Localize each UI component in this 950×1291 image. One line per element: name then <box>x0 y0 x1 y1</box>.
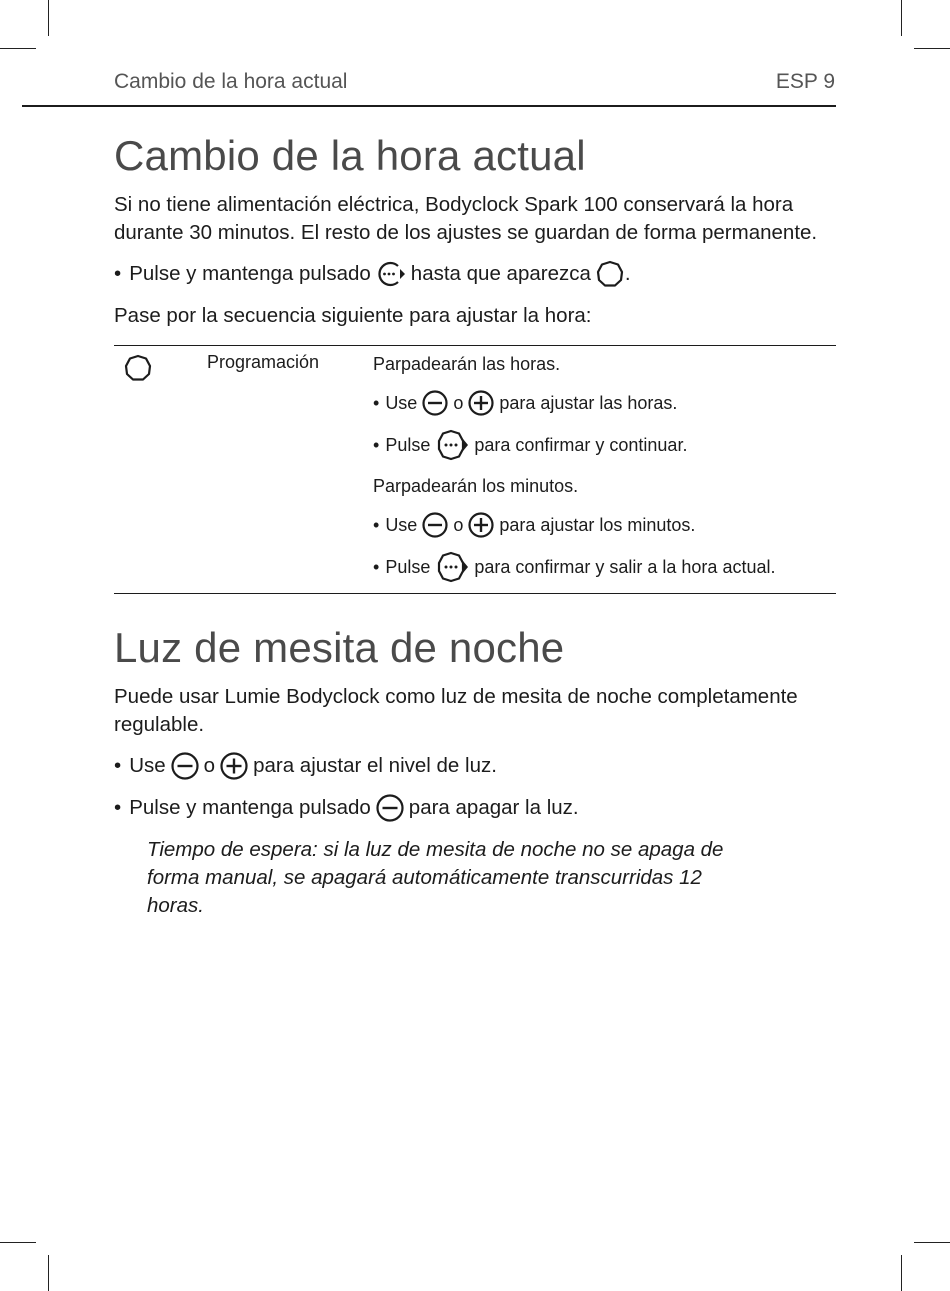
bullet-dot: • <box>373 557 380 577</box>
bullet-dot: • <box>373 435 380 455</box>
minutes-flash-text: Parpadearán los minutos. <box>373 476 579 496</box>
bullet-text: hasta que aparezca <box>410 262 591 285</box>
timeout-note: Tiempo de espera: si la luz de mesita de noche no se apaga de forma manual, se apagará automáticamente transcurridas 12 horas. <box>147 838 724 917</box>
minus-button-icon <box>422 390 448 416</box>
programming-table <box>114 345 836 594</box>
bullet-text: . <box>624 262 631 285</box>
plus-button-icon <box>468 390 494 416</box>
section-title-nightlight: Luz de mesita de noche <box>114 624 565 671</box>
programming-icon <box>596 260 624 288</box>
crop-mark <box>48 0 49 36</box>
crop-mark <box>901 1255 902 1291</box>
bullet-hold-menu <box>114 260 836 288</box>
crop-mark <box>0 48 36 49</box>
step-text: para ajustar las horas. <box>499 393 678 413</box>
hours-flash-text: Parpadearán las horas. <box>373 354 561 374</box>
menu-button-icon <box>435 551 469 583</box>
table-icon-cell <box>114 346 207 594</box>
menu-button-icon <box>435 429 469 461</box>
minutes-adjust-step <box>373 512 836 538</box>
section-intro-nightlight: Puede usar Lumie Bodyclock como luz de mesita de noche completamente regulable. <box>114 685 798 736</box>
plus-button-icon <box>220 752 248 780</box>
crop-mark <box>914 48 950 49</box>
running-header-title: Cambio de la hora actual <box>114 70 348 93</box>
page-number: ESP 9 <box>775 70 835 93</box>
section-title-time: Cambio de la hora actual <box>114 132 586 179</box>
or-text: o <box>453 393 464 413</box>
or-text: o <box>203 754 216 777</box>
bullet-adjust-light <box>114 752 836 780</box>
bullet-turn-off-light <box>114 794 836 822</box>
bullet-text: Pulse y mantenga pulsado <box>129 796 371 819</box>
step-word: Pulse <box>385 557 431 577</box>
header-rule <box>22 105 836 107</box>
minus-button-icon <box>376 794 404 822</box>
hours-adjust-step <box>373 390 836 416</box>
page-content <box>114 132 836 920</box>
minus-button-icon <box>171 752 199 780</box>
bullet-dot: • <box>373 393 380 413</box>
bullet-text: Pulse y mantenga pulsado <box>129 262 371 285</box>
step-word: Use <box>385 515 418 535</box>
minutes-confirm-step <box>373 551 836 583</box>
bullet-dot: • <box>114 754 122 777</box>
minus-button-icon <box>422 512 448 538</box>
bullet-dot: • <box>114 262 122 285</box>
bullet-text: para ajustar el nivel de luz. <box>253 754 497 777</box>
crop-mark <box>48 1255 49 1291</box>
step-text: para confirmar y continuar. <box>474 435 688 455</box>
step-text: para ajustar los minutos. <box>499 515 696 535</box>
sequence-intro: Pase por la secuencia siguiente para ajustar la hora: <box>114 304 592 327</box>
menu-button-icon <box>376 260 406 288</box>
crop-mark <box>914 1242 950 1243</box>
table-steps <box>373 346 836 594</box>
plus-button-icon <box>468 512 494 538</box>
table-label: Programación <box>207 352 320 372</box>
bullet-dot: • <box>114 796 122 819</box>
programming-icon <box>124 366 152 386</box>
hours-confirm-step <box>373 429 836 461</box>
crop-mark <box>0 1242 36 1243</box>
crop-mark <box>901 0 902 36</box>
step-text: para confirmar y salir a la hora actual. <box>474 557 776 577</box>
section-intro-time: Si no tiene alimentación eléctrica, Bodyclock Spark 100 conservará la hora durante 30 minutos. El resto de los ajustes se guardan de forma permanente. <box>114 193 818 244</box>
bullet-text: para apagar la luz. <box>408 796 579 819</box>
step-word: Pulse <box>385 435 431 455</box>
bullet-dot: • <box>373 515 380 535</box>
step-word: Use <box>385 393 418 413</box>
or-text: o <box>453 515 464 535</box>
bullet-text: Use <box>129 754 166 777</box>
